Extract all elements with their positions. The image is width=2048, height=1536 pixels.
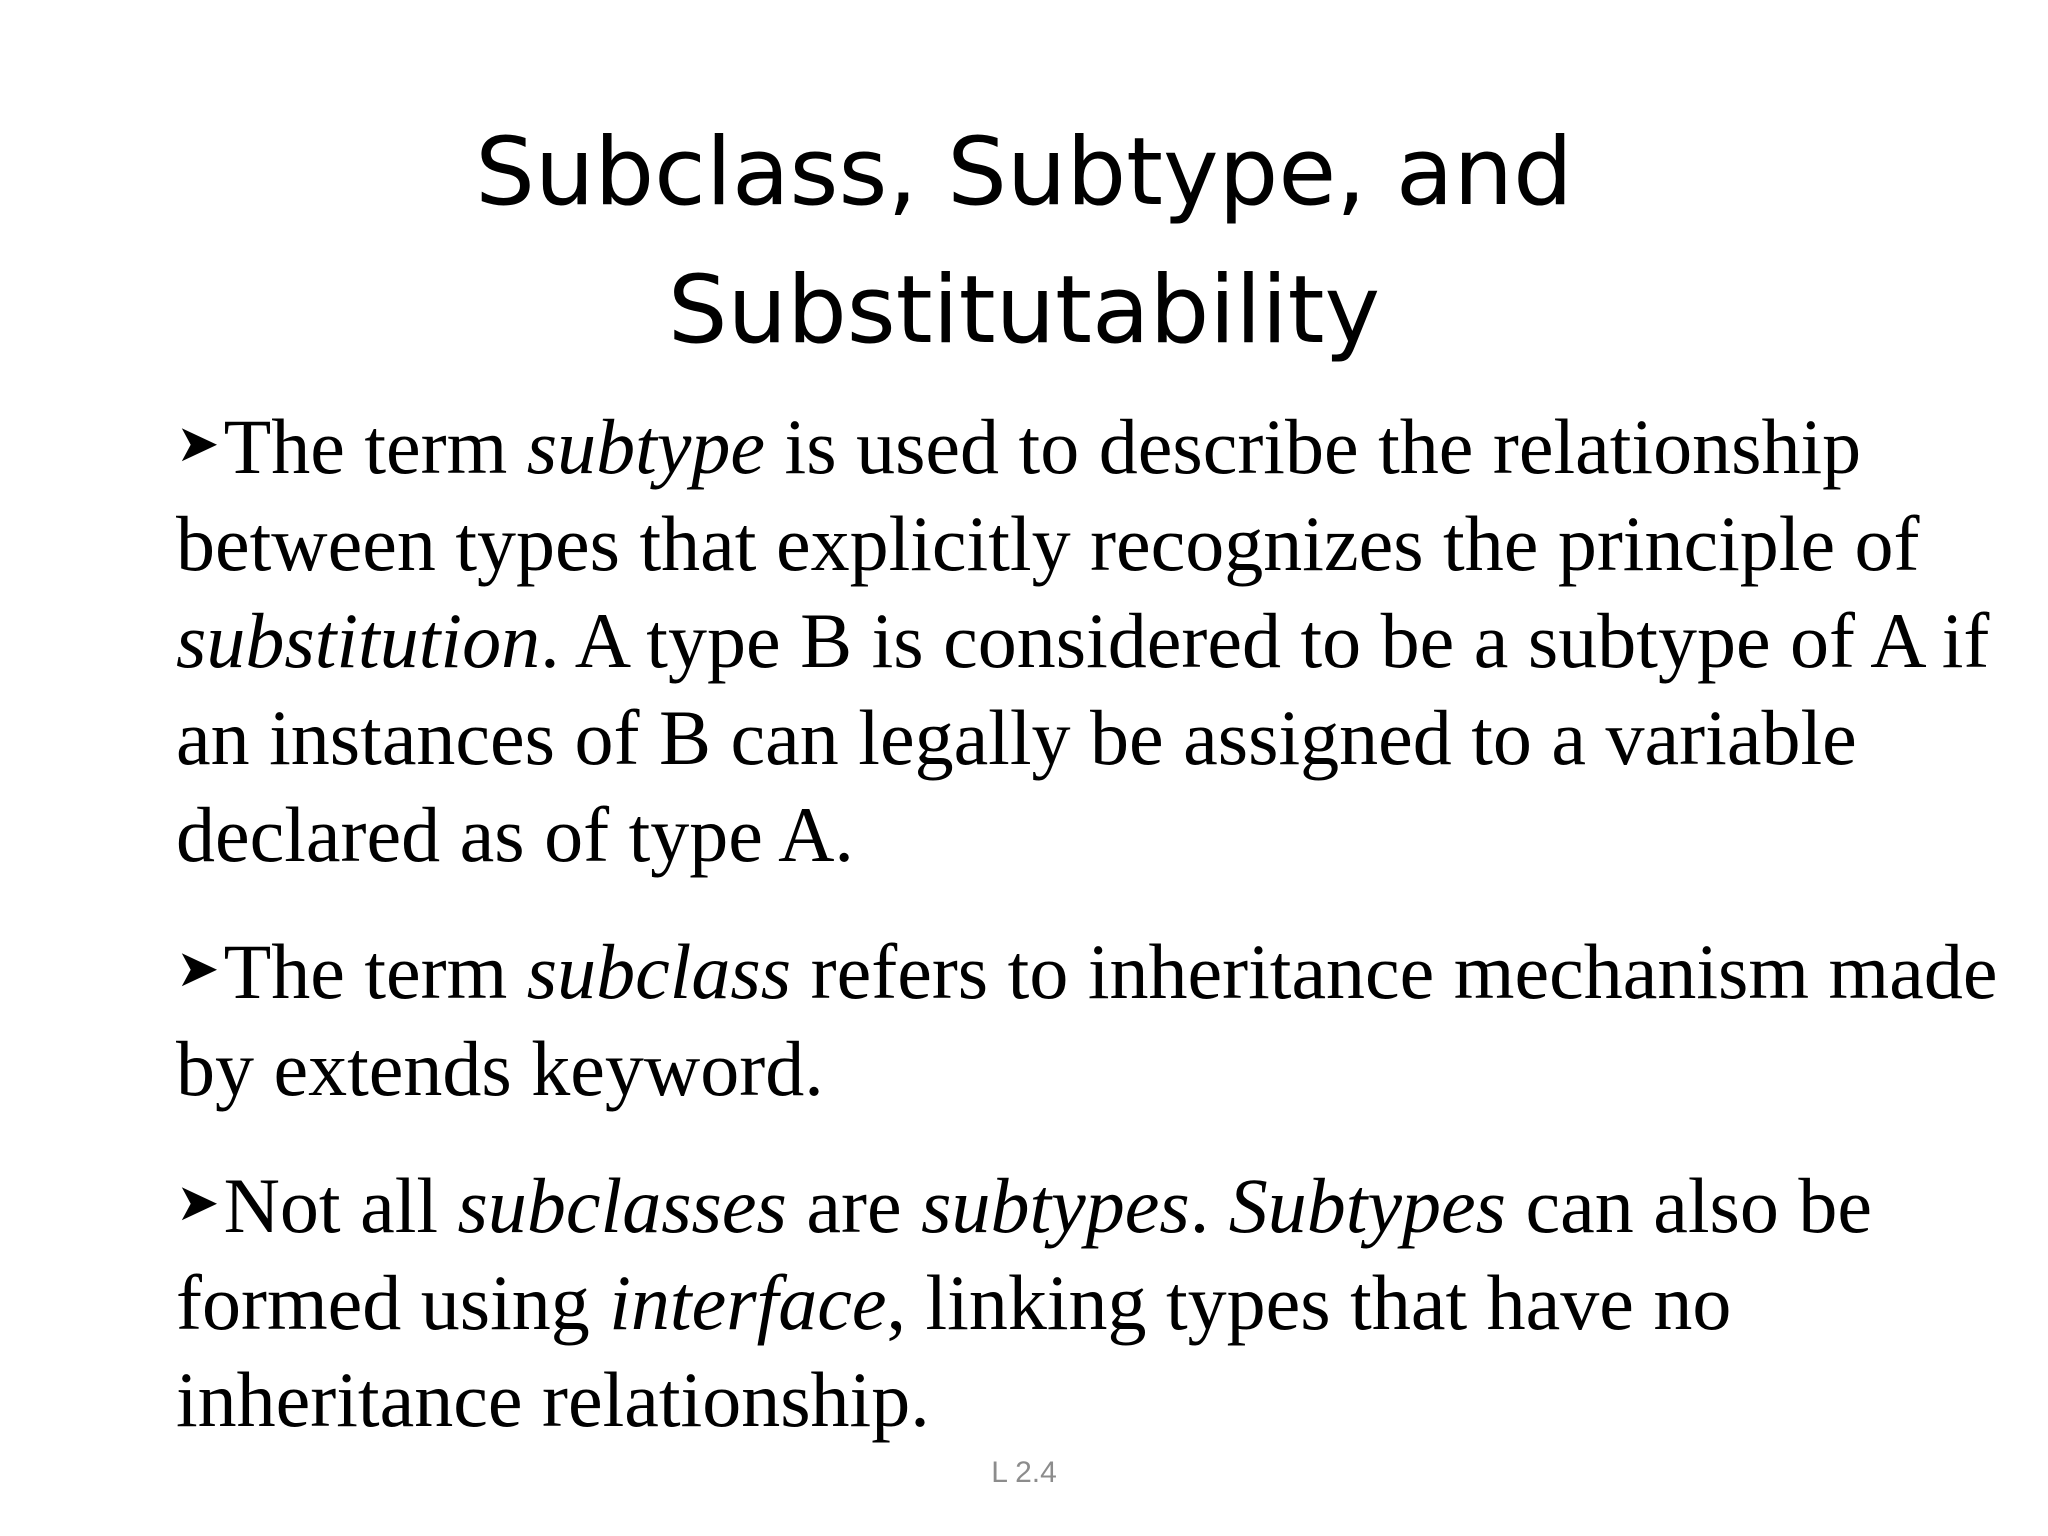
- bullet-text: . A type B is considered to be a subtype of A if an instances of B can legally be assigned to a variable declared as of type A.: [176, 597, 1990, 878]
- arrowhead-bullet-icon: ➤: [176, 1173, 220, 1233]
- bullet-italic-term: interface: [609, 1259, 887, 1346]
- bullet-text: .: [1189, 1162, 1229, 1249]
- bullet-italic-term: subclasses: [457, 1162, 787, 1249]
- bullet-italic-term: Subtypes: [1228, 1162, 1506, 1249]
- bullet-text: can also be formed using: [176, 1162, 1873, 1346]
- bullet-text: are: [786, 1162, 922, 1249]
- bullet-italic-term: subtypes: [921, 1162, 1190, 1249]
- title-line: Substitutability: [667, 256, 1381, 365]
- bullet-item: [176, 396, 2016, 883]
- bullet-item: [176, 921, 2016, 1117]
- bullet-list: [176, 396, 2016, 1486]
- bullet-text: refers to inheritance mechanism made by extends keyword.: [176, 928, 1998, 1112]
- title-line: Subclass, Subtype, and: [475, 118, 1573, 227]
- slide-title: [0, 104, 2048, 380]
- bullet-text: is used to describe the relationship between types that explicitly recognizes the principle of: [176, 403, 1920, 587]
- bullet-italic-term: subclass: [526, 928, 792, 1015]
- slide-number: L 2.4: [991, 1456, 1057, 1489]
- arrowhead-bullet-icon: ➤: [176, 414, 220, 474]
- bullet-text: The term: [223, 403, 527, 490]
- bullet-italic-term: substitution: [176, 597, 541, 684]
- arrowhead-bullet-icon: ➤: [176, 939, 220, 999]
- bullet-text: Not all: [223, 1162, 458, 1249]
- bullet-text: , linking types that have no inheritance relationship.: [176, 1259, 1732, 1443]
- bullet-text: The term: [223, 928, 527, 1015]
- bullet-italic-term: subtype: [526, 403, 766, 490]
- bullet-item: [176, 1155, 2016, 1448]
